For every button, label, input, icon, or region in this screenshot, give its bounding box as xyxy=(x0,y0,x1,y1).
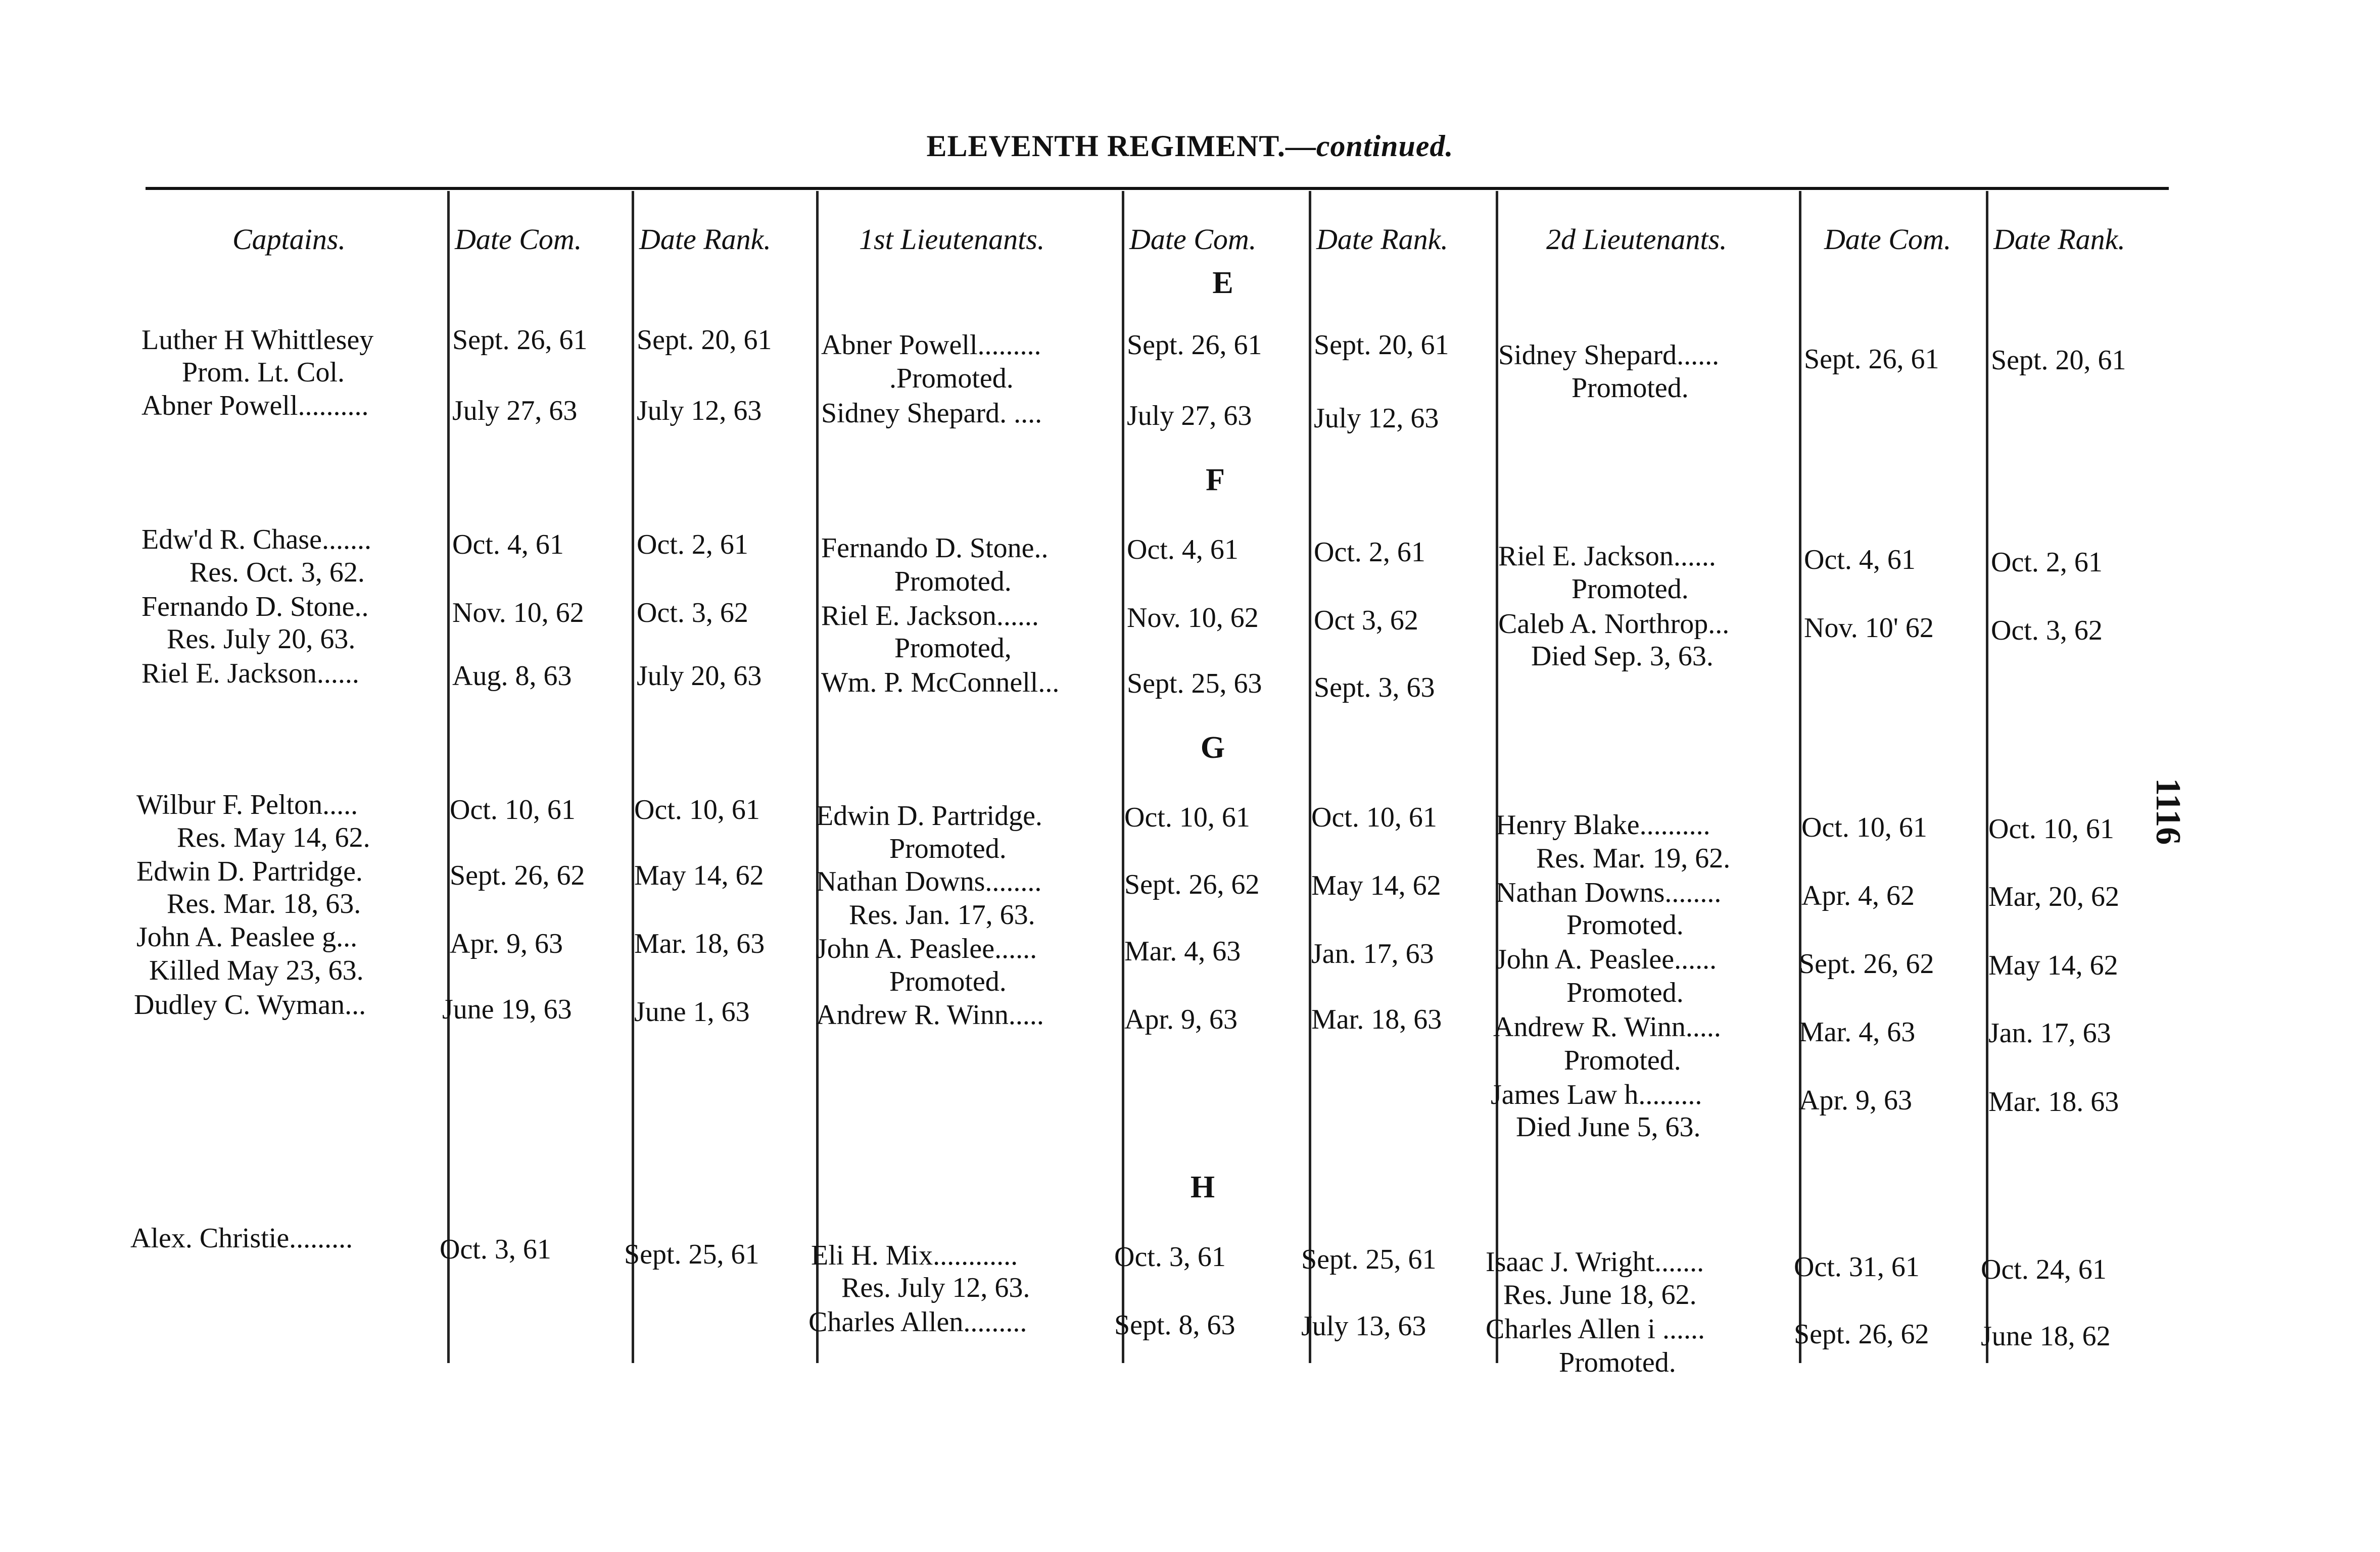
date-com: Sept. 8, 63 xyxy=(1114,1310,1235,1341)
second-lieutenant-note: Promoted. xyxy=(1566,909,1684,941)
header-date-com: Date Com. xyxy=(1824,223,1951,256)
date-com: Mar. 4, 63 xyxy=(1124,936,1241,967)
date-rank: Mar, 20, 62 xyxy=(1988,881,2120,912)
date-rank: Sept. 20, 61 xyxy=(1314,329,1449,361)
column-divider xyxy=(1986,191,1988,1363)
first-lieutenant-name: Charles Allen......... xyxy=(808,1306,1027,1338)
column-divider xyxy=(1122,191,1124,1363)
date-rank: June 18, 62 xyxy=(1981,1321,2111,1352)
date-com: Nov. 10, 62 xyxy=(1127,602,1259,634)
date-com: Sept. 26, 62 xyxy=(450,860,585,891)
date-rank: July 12, 63 xyxy=(1314,403,1439,434)
date-com: July 27, 63 xyxy=(452,395,578,426)
captain-note: Res. July 20, 63. xyxy=(167,623,356,655)
date-com: Apr. 4, 62 xyxy=(1801,880,1915,911)
first-lieutenant-note: Res. July 12, 63. xyxy=(841,1272,1030,1303)
second-lieutenant-note: Promoted. xyxy=(1572,372,1689,404)
date-com: Apr. 9, 63 xyxy=(1799,1085,1912,1116)
section-letter: G xyxy=(1200,731,1225,765)
date-com: Oct. 4, 61 xyxy=(452,529,564,560)
date-com: July 27, 63 xyxy=(1127,400,1252,431)
second-lieutenant-note: Died June 5, 63. xyxy=(1516,1111,1701,1143)
page-title: ELEVENTH REGIMENT.—continued. xyxy=(926,129,1454,163)
date-com: Sept. 26, 61 xyxy=(1127,329,1262,361)
date-rank: Oct. 24, 61 xyxy=(1981,1254,2107,1285)
date-rank: May 14, 62 xyxy=(1988,950,2118,981)
date-rank: Oct. 3, 62 xyxy=(637,597,748,628)
date-com: Sept. 26, 61 xyxy=(452,324,588,356)
captain-note: Prom. Lt. Col. xyxy=(182,357,345,388)
column-divider xyxy=(816,191,819,1363)
section-letter: E xyxy=(1212,266,1233,300)
date-rank: May 14, 62 xyxy=(634,860,764,891)
column-divider xyxy=(632,191,634,1363)
section-letter: H xyxy=(1190,1170,1215,1204)
header-date-rank: Date Rank. xyxy=(1316,223,1448,256)
date-com: Oct. 4, 61 xyxy=(1804,544,1916,575)
captain-name: Edw'd R. Chase....... xyxy=(141,524,371,555)
first-lieutenant-note: Promoted. xyxy=(889,966,1007,997)
first-lieutenant-name: Riel E. Jackson...... xyxy=(821,600,1039,632)
date-rank: Jan. 17, 63 xyxy=(1311,938,1434,969)
date-rank: July 13, 63 xyxy=(1301,1311,1426,1342)
date-rank: Mar. 18. 63 xyxy=(1988,1086,2119,1118)
column-divider xyxy=(1309,191,1311,1363)
second-lieutenant-name: Andrew R. Winn..... xyxy=(1493,1011,1721,1043)
date-com: Sept. 26, 61 xyxy=(1804,344,1939,375)
second-lieutenant-name: James Law h......... xyxy=(1491,1079,1702,1110)
first-lieutenant-note: Res. Jan. 17, 63. xyxy=(849,899,1035,931)
captain-name: Alex. Christie......... xyxy=(130,1223,353,1254)
date-com: Oct. 4, 61 xyxy=(1127,534,1239,565)
second-lieutenant-name: Charles Allen i ...... xyxy=(1486,1314,1705,1345)
date-rank: Jan. 17, 63 xyxy=(1988,1017,2111,1049)
first-lieutenant-name: John A. Peaslee...... xyxy=(816,933,1037,964)
second-lieutenant-name: Riel E. Jackson...... xyxy=(1498,541,1716,572)
captain-note: Killed May 23, 63. xyxy=(149,955,364,986)
date-rank: May 14, 62 xyxy=(1311,870,1441,901)
date-rank: July 20, 63 xyxy=(637,660,762,692)
date-com: Oct. 10, 61 xyxy=(1801,812,1927,843)
captain-name: John A. Peaslee g... xyxy=(136,922,358,953)
first-lieutenant-note: Promoted. xyxy=(889,833,1007,864)
header-date-rank: Date Rank. xyxy=(639,223,771,256)
section-letter: F xyxy=(1206,463,1225,497)
captain-name: Riel E. Jackson...... xyxy=(141,658,359,689)
captain-note: Res. Mar. 18, 63. xyxy=(167,888,361,919)
captain-note: Res. Oct. 3, 62. xyxy=(189,557,365,588)
second-lieutenant-name: Nathan Downs........ xyxy=(1496,877,1722,908)
captain-name: Abner Powell.......... xyxy=(141,390,369,421)
date-rank: Oct. 2, 61 xyxy=(1314,537,1425,568)
date-rank: Mar. 18, 63 xyxy=(1311,1004,1442,1035)
first-lieutenant-note: .Promoted. xyxy=(889,363,1014,394)
date-com: Sept. 26, 62 xyxy=(1794,1319,1929,1350)
top-rule xyxy=(146,187,2169,190)
header-second-lieutenants: 2d Lieutenants. xyxy=(1546,223,1727,256)
header-date-com: Date Com. xyxy=(455,223,582,256)
first-lieutenant-name: Andrew R. Winn..... xyxy=(816,999,1044,1031)
date-rank: Oct. 10, 61 xyxy=(634,794,760,826)
column-divider xyxy=(1799,191,1801,1363)
date-rank: Sept. 20, 61 xyxy=(1991,345,2126,376)
date-com: Sept. 26, 62 xyxy=(1799,948,1934,980)
captain-name: Wilbur F. Pelton..... xyxy=(136,789,358,820)
date-rank: Sept. 25, 61 xyxy=(1301,1244,1437,1275)
first-lieutenant-name: Abner Powell......... xyxy=(821,329,1041,361)
column-divider xyxy=(447,191,450,1363)
header-date-com: Date Com. xyxy=(1129,223,1257,256)
first-lieutenant-name: Edwin D. Partridge. xyxy=(816,800,1042,832)
date-rank: Oct. 10, 61 xyxy=(1311,802,1437,833)
date-rank: July 12, 63 xyxy=(637,395,762,426)
date-rank: Oct. 3, 62 xyxy=(1991,615,2103,646)
first-lieutenant-name: Wm. P. McConnell... xyxy=(821,667,1060,698)
date-rank: Sept. 20, 61 xyxy=(637,324,772,356)
date-com: Nov. 10, 62 xyxy=(452,597,584,628)
second-lieutenant-note: Promoted. xyxy=(1566,977,1684,1008)
second-lieutenant-note: Promoted. xyxy=(1559,1347,1676,1378)
header-date-rank: Date Rank. xyxy=(1993,223,2125,256)
date-com: Oct. 31, 61 xyxy=(1794,1251,1920,1283)
date-com: June 19, 63 xyxy=(442,994,572,1025)
second-lieutenant-name: Caleb A. Northrop... xyxy=(1498,608,1730,640)
date-com: Mar. 4, 63 xyxy=(1799,1016,1916,1048)
date-rank: Oct. 2, 61 xyxy=(1991,547,2103,578)
captain-note: Res. May 14, 62. xyxy=(177,822,370,853)
date-rank: Sept. 3, 63 xyxy=(1314,672,1435,703)
captain-name: Edwin D. Partridge. xyxy=(136,856,363,887)
captain-name: Dudley C. Wyman... xyxy=(134,989,366,1021)
date-com: Sept. 25, 63 xyxy=(1127,668,1262,699)
first-lieutenant-note: Promoted, xyxy=(894,633,1012,664)
second-lieutenant-note: Died Sep. 3, 63. xyxy=(1531,641,1713,672)
date-com: Aug. 8, 63 xyxy=(452,660,572,692)
date-com: Sept. 26, 62 xyxy=(1124,869,1260,900)
date-com: Apr. 9, 63 xyxy=(1124,1004,1237,1035)
second-lieutenant-note: Res. Mar. 19, 62. xyxy=(1536,843,1731,874)
captain-name: Luther H Whittlesey xyxy=(141,324,374,356)
second-lieutenant-note: Promoted. xyxy=(1572,573,1689,605)
first-lieutenant-name: Fernando D. Stone.. xyxy=(821,532,1049,564)
date-com: Oct. 3, 61 xyxy=(440,1234,551,1265)
captain-name: Fernando D. Stone.. xyxy=(141,591,369,622)
second-lieutenant-name: John A. Peaslee...... xyxy=(1496,944,1717,975)
date-rank: Sept. 25, 61 xyxy=(624,1239,759,1270)
second-lieutenant-name: Sidney Shepard...... xyxy=(1498,340,1720,371)
second-lieutenant-note: Res. June 18, 62. xyxy=(1503,1279,1697,1311)
date-com: Apr. 9, 63 xyxy=(450,928,563,959)
first-lieutenant-note: Promoted. xyxy=(894,566,1012,597)
page-number: 1116 xyxy=(2149,778,2187,845)
date-rank: Mar. 18, 63 xyxy=(634,928,765,959)
first-lieutenant-name: Nathan Downs........ xyxy=(816,866,1042,897)
header-captains: Captains. xyxy=(232,223,346,256)
first-lieutenant-name: Sidney Shepard. .... xyxy=(821,398,1042,429)
date-com: Oct. 10, 61 xyxy=(450,794,576,826)
second-lieutenant-name: Isaac J. Wright....... xyxy=(1486,1246,1704,1278)
header-first-lieutenants: 1st Lieutenants. xyxy=(859,223,1045,256)
date-com: Oct. 3, 61 xyxy=(1114,1241,1226,1273)
second-lieutenant-name: Henry Blake.......... xyxy=(1496,809,1710,841)
date-rank: Oct. 2, 61 xyxy=(637,529,748,560)
date-rank: Oct. 10, 61 xyxy=(1988,813,2114,845)
second-lieutenant-note: Promoted. xyxy=(1564,1045,1681,1076)
first-lieutenant-name: Eli H. Mix............ xyxy=(811,1240,1018,1271)
date-rank: June 1, 63 xyxy=(634,996,750,1028)
date-com: Oct. 10, 61 xyxy=(1124,802,1250,833)
date-rank: Oct 3, 62 xyxy=(1314,605,1418,636)
date-com: Nov. 10' 62 xyxy=(1804,612,1934,644)
